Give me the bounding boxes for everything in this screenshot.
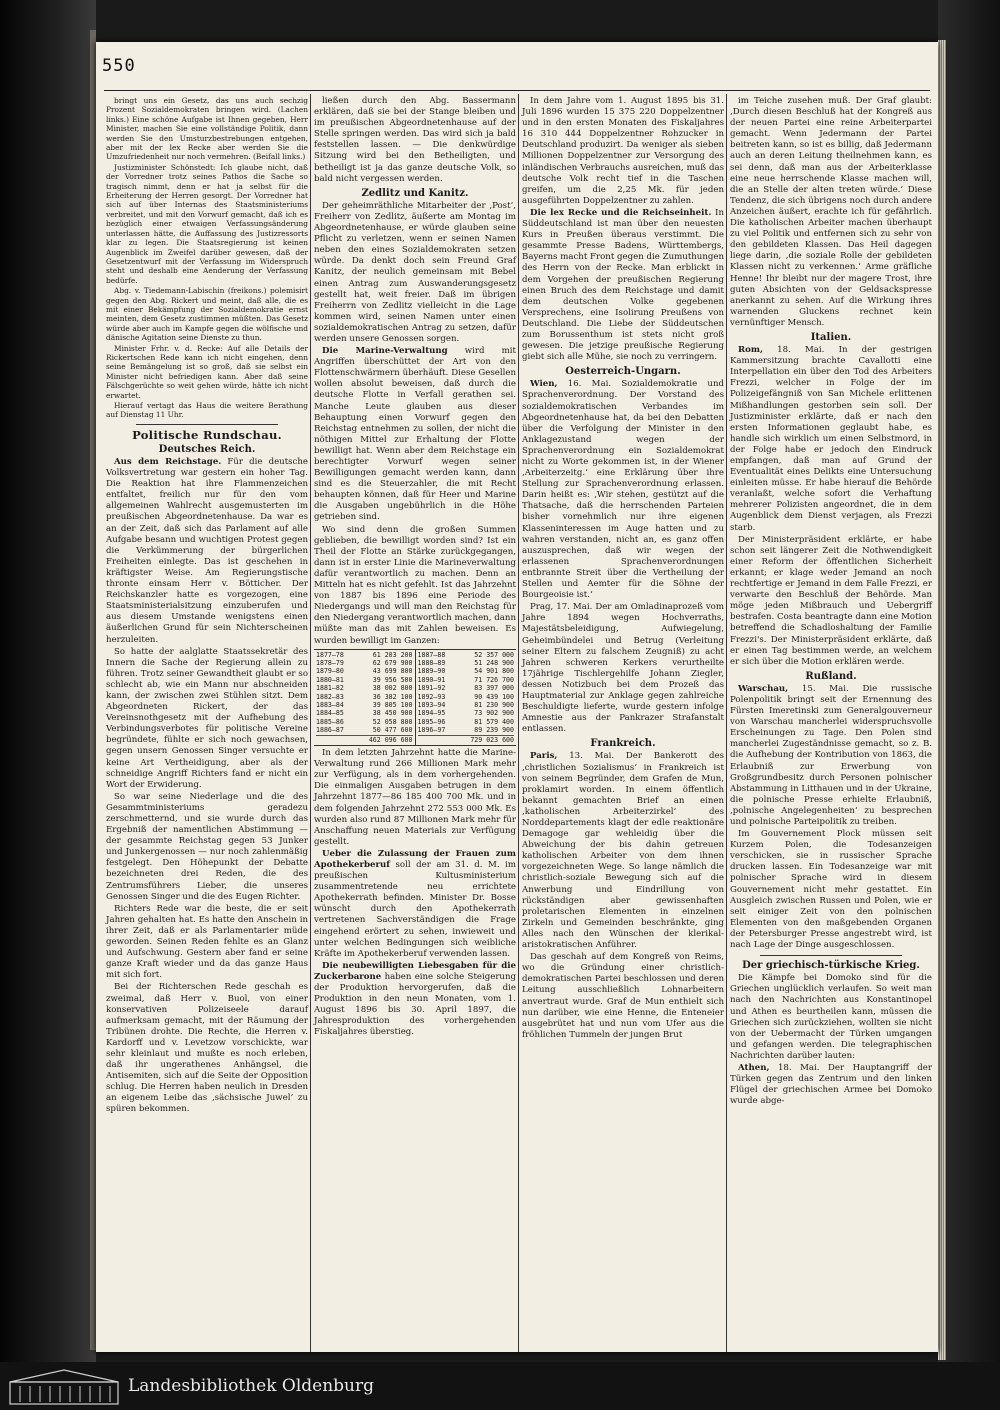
statistics-period: 1886—87 xyxy=(316,726,344,735)
header-rule xyxy=(104,90,930,91)
paragraph: im Teiche zusehen muß. Der Graf glaubt: ‚Durch diesen Beschluß hat der Kongreß aus der neuen Partei eine reine Arbeiterpartei gemacht. Wenn Jedermann der Partei beitreten kann, so ist es billig, daß Jedermann auch an deren Leitung theilnehmen kann, es sei denn, daß man aus der Arbeiterklasse eine neue herrschende Klasse machen will, die an Stelle der alten treten würde.‘ Diese Tendenz, die sich übrigens noch durch andere Anzeichen äußert, erachte ich für gefährlich. Die katholischen Arbeiter machen überhaupt zu viel Politik und entfernen sich zu sehr von den gebildeten Klassen. Das Heil dagegen liege darin, ‚die soziale Rolle der gebildeten Klassen nicht zu verkennen.‘ Arme gräfliche Henne! Ihr bleibt nur der magere Trost, ihre guten Absichten von der Geldsackspresse anerkannt zu sehen. Auf die Wirkung ihres warnenden Gluckens rechnet kein vernünftiger Mensch. xyxy=(730,96,932,328)
statistics-row xyxy=(316,667,413,675)
statistics-row xyxy=(316,684,413,692)
paragraph: bringt uns ein Gesetz, das uns auch sechzig Prozent Sozialdemokraten bringen wird. (Lachen links.) Eine schöne Aufgabe ist Ihnen gegeben, Herr Minister, machen Sie eine vollständige Politik, dann werden Sie den Umsturzbestrebungen entgehen, aber mit der lex Recke aber werden Sie die Umzufriedenheit nur noch vermehren. (Beifall links.) xyxy=(106,96,308,162)
paragraph xyxy=(314,849,516,960)
statistics-period: 1895—96 xyxy=(417,717,446,726)
paragraph xyxy=(314,346,516,524)
newspaper-page xyxy=(96,42,938,1352)
statistics-row xyxy=(418,651,515,659)
paragraph-lead: Athen, xyxy=(738,1062,770,1073)
statistics-period: 1896—97 xyxy=(417,726,446,735)
paragraph-lead: Rom, xyxy=(738,345,763,356)
paragraph xyxy=(730,345,932,534)
statistics-amount: 81 230 900 xyxy=(474,701,514,710)
column-2 xyxy=(314,96,516,1040)
paragraph-text: 18. Mai. In der gestrigen Kammersitzung brachte Cavallotti eine Interpellation ein über den Tod des Arbeiters Frezzi, welcher in Folge der im Polizeigefängniß von San Michele erlittenen Mißhandlungen gestorben sein soll. Der Justizminister erklärte, daß er nach den ersten Informationen geglaubt habe, es handle sich wirklich um einen Selbstmord, in der Folge habe er jedoch den Eindruck empfangen, daß man auf Grund der Eventualität eines Delikts eine Untersuchung einleiten müsse. Er habe hierauf die Behörde veranlaßt, welche sofort die Verhaftung mehrerer Polizisten angeordnet, die in dem Augenblick dem Dienst verjagen, als Frezzi starb. xyxy=(730,345,932,533)
library-building-icon xyxy=(8,1368,120,1406)
section-heading: Politische Rundschau. xyxy=(132,427,282,442)
subsection-heading: Der griechisch-türkische Krieg. xyxy=(742,960,920,972)
paragraph: Richters Rede war die beste, die er seit Jahren gehalten hat. Es hatte den Anschein in ihrer Zeit, daß er als Parlamentarier müde geworden. Seinen Reden fehlte es an Glanz und Aufschwung. Gestern aber fand er seine ganze Kraft wieder und da das ganze Haus mit sich fort. xyxy=(106,903,308,981)
paragraph: Das geschah auf dem Kongreß von Reims, wo die Gründung einer christlich-demokratischen Partei beschlossen und deren Leitung ausschließlich Lohnarbeitern anvertraut wurde. Graf de Mun enthielt sich nun darüber, wie eine Henne, die Enteneier ausgebrütet hat und nun vom Ufer aus die fröhlichen Tummeln der jungen Brut xyxy=(522,952,724,1040)
statistics-row xyxy=(316,718,413,726)
statistics-row xyxy=(316,659,413,667)
section-divider xyxy=(136,424,278,425)
paragraph: Justizminister Schönstedt: Ich glaube nicht, daß der Vorredner trotz seines Pathos die Sache so tragisch nimmt, denn er hat ja selbst für die Erheiterung der Herren gesorgt. Der Vorredner hat sich auf über Internas des Staatsministeriums verbreitet, und mit den Vorwurf gemacht, daß ich es bezüglich einer etwaigen Verfassungsänderung unterlassen hätte, die Auffassung des Justizressorts klar zu legen. Die Staatsregierung ist keinen Augenblick im Zweifel darüber gewesen, daß der Gesetzentwurf mit der Verfassung im Widerspruch steht und deshalb eine Aenderung der Verfassung bedürfe. xyxy=(106,162,308,285)
statistics-period: 1893—94 xyxy=(417,701,446,710)
column-3 xyxy=(522,96,724,1042)
statistics-amount: 39 805 100 xyxy=(372,701,413,710)
statistics-period: 1882—83 xyxy=(316,692,344,701)
statistics-amount: 36 382 100 xyxy=(372,692,413,701)
paragraph-lead: Die lex Recke und die Reichseinheit. xyxy=(530,207,712,218)
statistics-total xyxy=(418,735,515,744)
book-spine xyxy=(0,0,96,1410)
statistics-amount: 90 439 100 xyxy=(474,692,514,701)
paragraph: Die Kämpfe bei Domoko sind für die Griechen unglücklich verlaufen. So weit man nach den Nachrichten aus Konstantinopel und Athen es beurtheilen kann, müssen die Griechen sich zurückziehen, wollten sie nicht von der Uebermacht der Türken umgangen und gefangen werden. Die telegraphischen Nachrichten darüber lauten: xyxy=(730,973,932,1061)
paragraph: Bei der Richterschen Rede geschah es zweimal, daß Herr v. Buol, von einer konservativen Polizeiseele darauf aufmerksam gemacht, mit der Räumung der Tribünen drohte. Die Rechte, die Herren v. Kardorff und v. Levetzow vorschickte, war sehr kleinlaut und mußte es noch erleben, daß ihr ungerathenes Anhängsel, die Antisemiten, sich auf die Seite der Opposition schlug. Die Herren haben neulich in Dresden an eigenem Leibe das ‚sächsische Juwel‘ zu spüren bekommen. xyxy=(106,982,308,1115)
paragraph: Der Ministerpräsident erklärte, er habe schon seit längerer Zeit die Nothwendigkeit einer Reform der öffentlichen Sicherheit erkannt; er klage weder Jemand an noch rechtfertige er Jemand in dem Falle Frezzi, er verwarte den Beschluß der Behörde. Man möge jeden Mißbrauch und Uebergriff bestrafen. Costa beantragte dann eine Motion betreffend die Schadloshaltung der Familie Frezzi's. Der Ministerpräsident erklärte, daß er einen Tag bestimmen werde, an welchem er sich über die Motion erklären werde. xyxy=(730,534,932,667)
statistics-row xyxy=(316,709,413,717)
paragraph: So war seine Niederlage und die des Gesammtministeriums geradezu zerschmetternd, und sie wurde durch das Ergebniß der namentlichen Abstimmung — der gesammte Reichstag gegen 53 Junker und Junkergenossen — nur noch zahlenmäßig festgelegt. Den Höhepunkt der Debatte bezeichneten drei Reden, die des Zentrumsführers Lieber, die unseres Genossen Singer und die des Eugen Richter. xyxy=(106,791,308,902)
statistics-row xyxy=(418,709,515,717)
statistics-period: 1890—91 xyxy=(417,675,446,684)
statistics-amount: 83 397 000 xyxy=(474,684,514,693)
paragraph-text: In Süddeutschland ist man über den neuesten Kurs in Preußen überaus verstimmt. Die gesammte Presse Badens, Württembergs, Bayerns macht Front gegen die Zumuthungen des Herrn von der Recke. Man erblickt in dem Vorgehen der preußischen Regierung einen Bruch des dem Reichstage und damit dem deutschen Volke gegebenen Versprechens, eine Isolirung Preußens von Deutschland. Die Liebe der Süddeutschen zum Borussenthum ist stets nicht groß gewesen. Die jetzige preußische Regierung giebt sich alle Mühe, sie noch zu verringern. xyxy=(522,207,724,363)
statistics-amount: 52 357 000 xyxy=(474,650,514,659)
paragraph xyxy=(730,684,932,828)
statistics-amount: 38 450 900 xyxy=(372,709,413,718)
statistics-row xyxy=(316,693,413,701)
paragraph xyxy=(522,208,724,363)
statistics-period: 1889—90 xyxy=(417,667,446,676)
statistics-period: 1878—79 xyxy=(316,659,344,667)
paragraph-text: wird mit Angriffen überschüttet der Art von den Flottenschwärmern überhäuft. Diese Gesellen wollen absolut beweisen, daß durch die deutsche Flotte in Verfall gerathen sei. Manche Leute glauben aus dieser Behauptung einen Vorwurf gegen den Reichstag entnehmen zu sollen, der nicht die nöthigen Mittel zur Erhaltung der Flotte bewilligt hat. Wenn aber dem Reichstage ein berechtigter Vorwurf wegen seiner Bewilligungen gemacht werden kann, dann sind es die Steuerzahler, die mit Recht behaupten können, daß für Heer und Marine die Ausgaben ungebührlich in die Höhe getrieben sind. xyxy=(314,346,516,523)
statistics-row xyxy=(316,651,413,659)
column-rule xyxy=(518,94,519,1352)
statistics-row xyxy=(316,701,413,709)
paragraph: Abg. v. Tiedemann-Labischin (freikons.) polemisirt gegen den Abg. Rickert und meint, daß alle, die es mit einer Bekämpfung der Sozialdemokratie ernst meinten, dem Gesetz zustimmen müßten. Das Gesetz würde aber auch im Kampfe gegen die wölfische und dänische Agitation seine Dienste zu thun. xyxy=(106,286,308,343)
paragraph-lead: Die neubewilligten Liebesgaben für die Zuckerbarone xyxy=(314,960,516,982)
paragraph: Prag, 17. Mai. Der am Omladinaprozeß vom Jahre 1894 wegen Hochverraths, Majestätsbeleidigung, Aufwiegelung, Geheimbündelei und Betrug (Verleitung seiner Eltern zu falschem Zeugniß) zu acht Jahren schweren Kerkers verurtheilte 17jährige Tischlergehilfe Johann Ziegler, dessen Notizbuch bei dem Prozeß das Hauptmaterial zur Anklage gegen zahlreiche Beschuldigte lieferte, wurde gestern infolge Amnestie aus der Pankrazer Strafanstalt entlassen. xyxy=(522,602,724,735)
paragraph xyxy=(314,961,516,1039)
statistics-amount: 39 956 500 xyxy=(372,675,413,684)
statistics-total-amount: 462 096 600 xyxy=(368,735,413,744)
paragraph: Im Gouvernement Plock müssen seit Kurzem Polen, die Todesanzeigen verschicken, sie in russischer Sprache drucken lassen. Ein Todesanzeige war mit polnischer Sprache wird in diesem Gouvernement nicht mehr gestattet. Ein Ausgleich zwischen Russen und Polen, wie er seit einiger Zeit von den polnischen Elementen von den maßgebenden Organen der Petersburger Presse angestrebt wird, ist nach Lage der Dinge ausgeschlossen. xyxy=(730,829,932,951)
statistics-amount: 51 248 900 xyxy=(474,659,514,667)
statistics-row xyxy=(418,667,515,675)
paragraph: Wo sind denn die großen Summen geblieben, die bewilligt worden sind? Ist ein Theil der Flotte an Stärke zurückgegangen, dann ist in erster Linie die Marineverwaltung dafür verantwortlich zu machen. Denn an Mitteln hat es nicht gefehlt. Ist das Jahrzehnt von 1887 bis 1896 eine Periode des Niedergangs und will man den Reichstag für den Niedergang verantwortlich machen, dann müßte man das mit Zahlen beweisen. Es wurden bewilligt im Ganzen: xyxy=(314,524,516,646)
statistics-table xyxy=(314,649,516,746)
statistics-row xyxy=(418,718,515,726)
subsection-heading: Italien. xyxy=(810,331,852,343)
paragraph-text: haben eine solche Steigerung der Produktion hervorgerufen, daß die Produktion in den neun Monaten, vom 1. August 1896 bis 30. April 1897, die Jahresproduktion des vorhergehenden Fiskaljahres überstieg. xyxy=(314,971,516,1038)
statistics-period: 1888—89 xyxy=(417,659,446,667)
paragraph xyxy=(106,457,308,646)
library-name: Landesbibliothek Oldenburg xyxy=(128,1376,375,1396)
statistics-row xyxy=(418,701,515,709)
statistics-amount: 38 002 800 xyxy=(372,684,413,693)
paragraph-lead: Aus dem Reichstage. xyxy=(114,457,222,467)
statistics-period: 1883—84 xyxy=(316,701,344,710)
statistics-amount: 61 203 200 xyxy=(372,650,413,659)
paragraph-text: Für die deutsche Volksvertretung war gestern ein hoher Tag. Die Reaktion hat ihre Flammenzeichen entfaltet, freilich nur für den vom allgemeinen Wahlrecht ausgemusterten im preußischen Abgeordnetenhause. Da war es an der Zeit, daß sich das Parlament auf alle Aufgabe besann und wuchtigen Protest gegen die Verkümmerung der bürgerlichen Freiheiten einlegte. Das ist geschehen in kräftigster Weise. Am Regierungstische thronte einsam Herr v. Bötticher. Der Reichskanzler hatte es vorgezogen, eine Staatsministerialsitzung einzuberufen und aus diesem Umstande wenigstens einen äußerlichen Grund für sein Nichterscheinen herzuleiten. xyxy=(106,457,308,645)
subsection-heading: Oesterreich-Ungarn. xyxy=(565,366,681,378)
page-number: 550 xyxy=(102,56,136,76)
page-edge-stack xyxy=(938,0,1000,1410)
paragraph-text: 18. Mai. Der Hauptangriff der Türken gegen das Zentrum und den linken Flügel der griechischen Armee bei Domoko wurde abge- xyxy=(730,1062,932,1107)
paragraph-lead: Paris, xyxy=(530,751,558,762)
statistics-amount: 89 239 900 xyxy=(474,726,514,735)
statistics-period: 1880—81 xyxy=(316,675,344,684)
statistics-amount: 52 058 800 xyxy=(372,717,413,726)
statistics-column-left xyxy=(314,650,415,745)
statistics-amount: 43 699 800 xyxy=(372,667,413,676)
paragraph: Hierauf vertagt das Haus die weitere Berathung auf Dienstag 11 Uhr. xyxy=(106,401,308,420)
statistics-total xyxy=(316,735,413,744)
subsection-heading: Deutsches Reich. xyxy=(158,443,256,455)
statistics-row xyxy=(418,659,515,667)
statistics-amount: 71 726 700 xyxy=(474,675,514,684)
subsection-heading: Rußland. xyxy=(805,670,857,682)
paragraph-lead: Ueber die Zulassung der Frauen zum Apothekerberuf xyxy=(314,848,516,870)
paragraph-lead: Die Marine-Verwaltung xyxy=(322,346,448,357)
statistics-period: 1891—92 xyxy=(417,684,446,693)
statistics-period: 1877—78 xyxy=(316,650,344,659)
statistics-amount: 62 679 900 xyxy=(372,659,413,667)
statistics-period: 1879—80 xyxy=(316,667,344,676)
article-heading: Zedlitz und Kanitz. xyxy=(361,187,469,199)
paragraph xyxy=(730,1063,932,1107)
statistics-row xyxy=(418,676,515,684)
paragraph: Der geheimräthliche Mitarbeiter der ‚Post‘, Freiherr von Zedlitz, äußerte am Montag im Abgeordnetenhause, er würde glauben seine Pflicht zu verletzen, wenn er seinen Namen neben den eines Sozialdemokraten setzen würde. Da denkt doch sein Freund Graf Kanitz, der neulich gemeinsam mit Bebel einen Antrag zum Auswanderungsgesetz gestellt hat, weit freier. Daß im übrigen Freiherrn von Zedlitz vielleicht in die Lage kommen wird, seinen Namen unter einen sozialdemokratischen Antrag zu setzen, dafür werden unsere Genossen sorgen. xyxy=(314,200,516,344)
statistics-period: 1892—93 xyxy=(417,692,446,701)
paragraph-text: soll der am 31. d. M. im preußischen Kultusministerium zusammentretende neu errichtete Apothekerrath befinden. Minister Dr. Bosse wünscht durch den Apothekerrath vertretenen Sachverständigen die Frage eingehend erörtert zu sehen, inwieweit und unter welchen Bedingungen sich weibliche Kräfte im Apothekerberuf verwenden lassen. xyxy=(314,860,516,959)
paragraph-lead: Warschau, xyxy=(738,683,789,694)
statistics-row xyxy=(316,676,413,684)
statistics-period: 1884—85 xyxy=(316,709,344,718)
statistics-total-amount: 729 023 600 xyxy=(470,735,514,744)
paragraph-text: 13. Mai. Der Bankerott des ‚christlichen Sozialismus‘ in Frankreich ist von seinem Begründer, dem Grafen de Mun, proklamirt worden. In einem öffentlich bekannt gemachten Brief an einen ‚katholischen Arbeiterzirkel‘ des Norddepartements klagt der edle reaktionäre Demagoge gar wehleidig über die Abweichung der bis dahin getreuen katholischen Arbeiter von dem ihnen vorgezeichneten Wege. So lange nämlich die christlich-soziale Bewegung sich auf die Anwerbung und Eindrillung von rückständigen aber gewissenhaften proletarischen Elementen in einzelnen Zirkeln und Gemeinden beschränkte, ging Alles nach den Wünschen der klerikal-aristokratischen Anführer. xyxy=(522,751,724,951)
statistics-period: 1885—86 xyxy=(316,717,344,726)
paragraph-lead: Wien, xyxy=(530,379,558,390)
statistics-amount: 50 477 600 xyxy=(372,726,413,735)
statistics-period: 1887—88 xyxy=(417,650,446,659)
statistics-row xyxy=(418,684,515,692)
paragraph xyxy=(522,751,724,951)
column-4 xyxy=(730,96,932,1108)
statistics-row xyxy=(418,693,515,701)
statistics-period: 1881—82 xyxy=(316,684,344,693)
library-footer xyxy=(0,1362,1000,1410)
page-stack xyxy=(938,40,946,1360)
paragraph: Minister Frhr. v. d. Recke: Auf alle Details der Rickertschen Rede kann ich nicht eingehen, denn seine Bemängelung ist so groß, daß sie selbst ein Minister nicht befriedigen kann. Aber daß seine Fälschgerüchte so weit gehen würde, hätte ich nicht erwartet. xyxy=(106,343,308,400)
statistics-period: 1894—95 xyxy=(417,709,446,718)
subsection-heading: Frankreich. xyxy=(590,738,656,750)
statistics-amount: 81 579 400 xyxy=(474,717,514,726)
statistics-row xyxy=(418,726,515,734)
paragraph: In dem Jahre vom 1. August 1895 bis 31. Juli 1896 wurden 15 375 220 Doppelzentner und in den ersten Monaten des Fiskaljahres 16 310 444 Doppelzentner Rohzucker in Deutschland produzirt. Da weniger als sieben Millionen Doppelzentner zur Versorgung des inländischen Verbrauchs ausreichen, muß das deutsche Volk recht tief in die Taschen greifen, um die 2,25 Mk. für jeden ausgeführten Doppelzentner zu zahlen. xyxy=(522,96,724,206)
column-1 xyxy=(106,96,308,1117)
statistics-column-right xyxy=(415,650,517,745)
column-rule xyxy=(726,94,727,1352)
paragraph: ließen durch den Abg. Bassermann erklären, daß sie bei der Stange bleiben und im preußischen Abgeordnetenhause auf der Stelle springen werden. Das wird sich ja bald feststellen lassen. — Die denkwürdige Sitzung wird bei den Betheiligten, und betheiligt ist ja das ganze deutsche Volk, so bald nicht vergessen werden. xyxy=(314,96,516,184)
paragraph-text: 16. Mai. Sozialdemokratie und Sprachenverordnung. Der Vorstand des sozialdemokratischen Verbandes im Abgeordnetenhause hat, da bei den Debatten über die Verfolgung der Minister in den Anklagezustand wegen der Sprachenverordnung ein Sozialdemokrat nicht zu Worte gekommen ist, in der Wiener ‚Arbeiterzeitg.‘ eine Erklärung über ihre Stellung zur Sprachenverordnung erlassen. Darin heißt es: ‚Wir stehen, gestützt auf die Thatsache, daß die herrschenden Parteien bisher vornehmlich nur ihre eigenen Klasseninteressen im Auge hatten und zu wahren verstanden, nicht an, es ganz offen auszusprechen, daß wir wegen der erlassenen Sprachenverordnungen entbrannte Streit über die Vertheilung der Stellen und Aemter für die Söhne der Bourgeoisie ist.‘ xyxy=(522,379,724,601)
statistics-amount: 54 901 800 xyxy=(474,667,514,676)
paragraph-text: 15. Mai. Die russische Polenpolitik bringt seit der Ernennung des Fürsten Imeretinski zum Generalgouverneur von Warschau mancherlei widerspruchsvolle Erscheinungen zu Tage. Den Polen sind mancherlei Zugeständnisse gemacht, so z. B. die Aufhebung der Kontribution von 1863, die Erlaubniß zur Erwerbung von Großgrundbesitz durch Personen polnischer Abstammung in Litthauen und in der Ukraine, die polnische Presse erhielte Erlaubniß, ‚polnische Angelegenheiten‘ zu besprechen und polnische Parteipolitik zu treiben. xyxy=(730,683,932,827)
column-rule xyxy=(310,94,311,1352)
paragraph: In dem letzten Jahrzehnt hatte die Marine-Verwaltung rund 266 Millionen Mark mehr zur Verfügung, als in dem vorhergehenden. Die einmaligen Ausgaben betrugen in dem Jahrzehnt 1877—86 185 400 700 Mk. und in dem folgenden Jahrzehnt 272 553 000 Mk. Es wurden also rund 87 Millionen Mark mehr für Anschaffung neuen Materials zur Verfügung gestellt. xyxy=(314,748,516,847)
paragraph xyxy=(522,379,724,601)
paragraph: So hatte der aalglatte Staatssekretär des Innern die Sache der Regierung allein zu führen. Trotz seiner Gewandtheit glaubt er so schlecht ab, wie ein Mann nur abschneiden kann, der zwischen zwei Stühlen sitzt. Dem Abgeordneten Rickert, der das Vereinsnothgesetz mit der Aufhebung des Verbindungsverbotes für politische Vereine begründete, fühlte er sich noch gewachsen, gegen unsern Genossen Singer versuchte er keine Art Vertheidigung, aber als der schneidige Angriff Richters fand er nicht ein Wort der Erwiderung. xyxy=(106,646,308,790)
section-divider xyxy=(760,955,902,956)
statistics-amount: 73 902 900 xyxy=(474,709,514,718)
statistics-row xyxy=(316,726,413,734)
